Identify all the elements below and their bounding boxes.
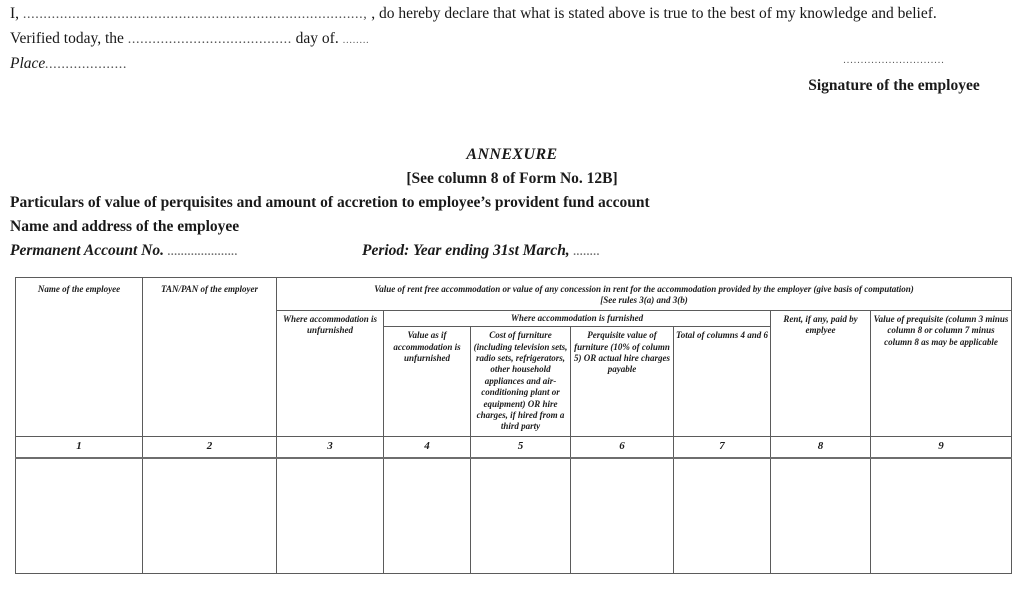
th-col1-name-of-employee: Name of the employee: [16, 278, 143, 437]
pan-dots: .....................: [167, 246, 239, 258]
col-number-7: 7: [674, 436, 771, 458]
col-number-8: 8: [771, 436, 871, 458]
cell-col1[interactable]: [16, 458, 143, 574]
th-group-rules-text: [See rules 3(a) and 3(b): [600, 295, 688, 306]
signature-dots: .............................: [843, 55, 945, 66]
place-dots: ....................: [45, 57, 128, 72]
col-number-1: 1: [16, 436, 143, 458]
th-col9-value-of-prequisite: Value of prequisite (column 3 minus column 8 or column 7 minus column 8 as may be applicable: [871, 310, 1012, 436]
cell-col6[interactable]: [571, 458, 674, 574]
th-col5-cost-of-furniture: Cost of furniture (including television sets, radio sets, refrigerators, other household appliances and air-conditioning plant or equipment) OR hire charges, if hired from a third party: [471, 327, 571, 437]
period-field: [362, 242, 600, 260]
cell-col5[interactable]: [471, 458, 571, 574]
declaration-line-2: [10, 27, 1014, 52]
table-row: [16, 458, 1012, 574]
declaration-name-dots: ...................................................................................,: [22, 7, 368, 22]
th-col8-rent-paid-by-employee: Rent, if any, paid by emplyee: [771, 310, 871, 436]
cell-col2[interactable]: [143, 458, 277, 574]
col-number-3: 3: [277, 436, 384, 458]
place-label: Place: [10, 55, 46, 72]
cell-col7[interactable]: [674, 458, 771, 574]
th-col6-perquisite-value-furniture: Perquisite value of furniture (10% of column 5) OR actual hire charges payable: [571, 327, 674, 437]
th-col2-tan-pan-of-employer: TAN/PAN of the employer: [143, 278, 277, 437]
signature-block: [774, 54, 1014, 97]
signature-label: Signature of the employee: [808, 77, 980, 94]
th-group-text: Value of rent free accommodation or value of any concession in rent for the accommodation provided by the employer (give basis of computation): [374, 284, 914, 294]
cell-col9[interactable]: [871, 458, 1012, 574]
annexure-title: ANNEXURE: [466, 146, 558, 163]
period-dots: ........: [573, 246, 601, 258]
th-col3-where-unfurnished: Where accommodation is unfurnished: [277, 310, 384, 436]
cell-col3[interactable]: [277, 458, 384, 574]
pan-label: Permanent Account No.: [10, 242, 165, 259]
cell-col8[interactable]: [771, 458, 871, 574]
col-number-5: 5: [471, 436, 571, 458]
col-number-9: 9: [871, 436, 1012, 458]
table-header-row-group: [16, 278, 1012, 311]
declaration-line-1-suffix: , do hereby declare that what is stated above is true to the best of my knowledge and belief.: [371, 5, 937, 22]
th-group-rent-free-accommodation: [277, 278, 1012, 311]
declaration-i-prefix: I,: [10, 5, 20, 22]
col-number-6: 6: [571, 436, 674, 458]
th-col4-value-as-if-unfurnished: Value as if accommodation is unfurnished: [384, 327, 471, 437]
col-number-2: 2: [143, 436, 277, 458]
verified-month-dots: ........: [342, 34, 370, 46]
annexure-subtitle: [See column 8 of Form No. 12B]: [406, 170, 618, 187]
verified-today-prefix: Verified today, the: [10, 30, 124, 47]
th-col7-total-of-columns: Total of columns 4 and 6: [674, 327, 771, 437]
particulars-line: Particulars of value of perquisites and amount of accretion to employee’s provident fund account: [10, 194, 650, 211]
permanent-account-no-field: [10, 242, 238, 260]
col-number-4: 4: [384, 436, 471, 458]
declaration-line-1: [10, 2, 1014, 27]
name-address-line: Name and address of the employee: [10, 218, 240, 235]
th-where-accommodation-furnished: Where accommodation is furnished: [384, 310, 771, 326]
verified-dayof-text: day of.: [295, 30, 339, 47]
period-label: Period: Year ending 31st March,: [362, 242, 570, 259]
perquisites-table: [15, 277, 1012, 574]
verified-day-dots: ........................................: [127, 32, 292, 47]
cell-col4[interactable]: [384, 458, 471, 574]
table-column-number-row: [16, 436, 1012, 458]
